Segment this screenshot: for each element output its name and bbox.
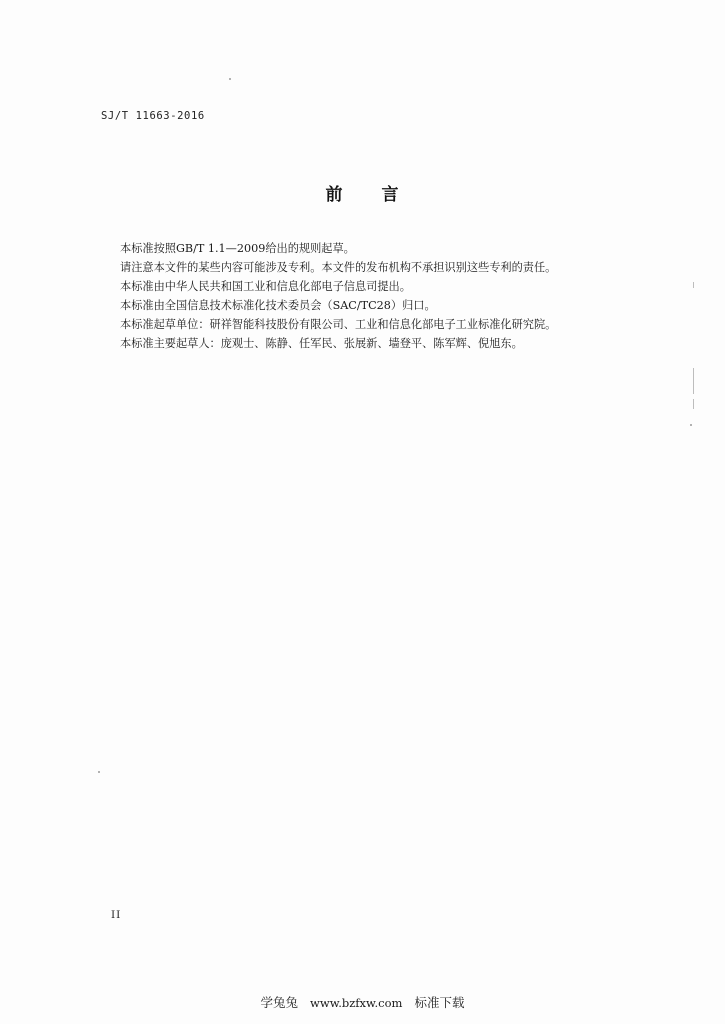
foreword-paragraph: 本标准按照GB/T 1.1—2009给出的规则起草。 <box>120 242 355 255</box>
scan-speck <box>229 78 231 80</box>
scan-edge-mark <box>693 399 694 409</box>
footer-site-name: 学兔兔 <box>260 995 299 1010</box>
standard-code: SJ/T 11663-2016 <box>101 110 205 122</box>
page-number: II <box>111 909 122 921</box>
foreword-paragraph: 本标准主要起草人：庞观士、陈静、任军民、张展新、墙登平、陈军辉、倪旭东。 <box>120 337 523 350</box>
scan-edge-mark <box>693 282 694 288</box>
scan-speck <box>690 424 692 426</box>
foreword-paragraph: 请注意本文件的某些内容可能涉及专利。本文件的发布机构不承担识别这些专利的责任。 <box>120 261 557 274</box>
foreword-paragraph: 本标准起草单位：研祥智能科技股份有限公司、工业和信息化部电子工业标准化研究院。 <box>120 318 557 331</box>
scan-edge-mark <box>693 368 694 394</box>
watermark-footer <box>0 993 725 1011</box>
footer-site-tagline: 标准下载 <box>414 995 465 1010</box>
footer-site-url: www.bzfxw.com <box>310 996 403 1010</box>
scan-speck <box>98 771 100 773</box>
foreword-paragraph: 本标准由全国信息技术标准化技术委员会（SAC/TC28）归口。 <box>120 299 436 312</box>
foreword-body <box>120 239 620 353</box>
page-title <box>0 180 725 205</box>
title-char-1: 前 <box>325 185 344 205</box>
foreword-paragraph: 本标准由中华人民共和国工业和信息化部电子信息司提出。 <box>120 280 411 293</box>
title-char-2: 言 <box>381 185 400 205</box>
